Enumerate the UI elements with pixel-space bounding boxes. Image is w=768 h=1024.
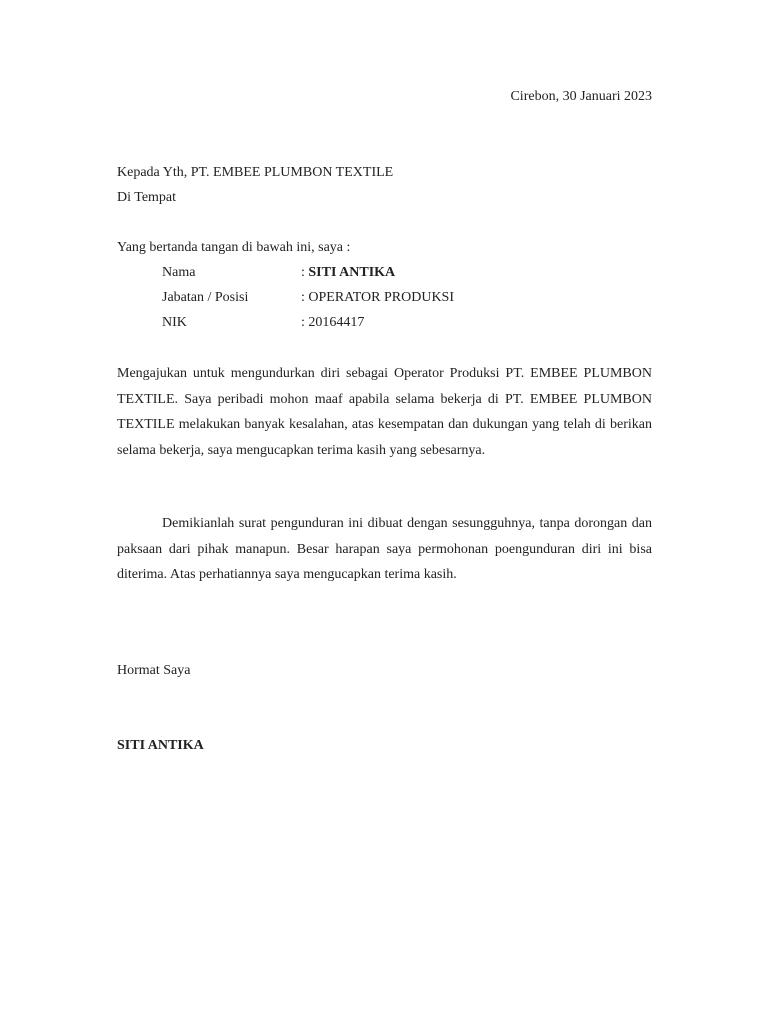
identity-name-value: SITI ANTIKA — [308, 265, 396, 280]
recipient-place: Di Tempat — [117, 190, 177, 205]
identity-separator: : — [301, 290, 309, 305]
place-date: Cirebon, 30 Januari 2023 — [510, 89, 652, 104]
identity-position-value: OPERATOR PRODUKSI — [308, 290, 454, 305]
identity-separator: : — [301, 315, 309, 330]
identity-row-nik — [162, 310, 562, 335]
recipient-line: Kepada Yth, PT. EMBEE PLUMBON TEXTILE — [117, 165, 394, 180]
identity-value — [301, 260, 395, 285]
identity-label: NIK — [162, 315, 187, 330]
intro-text — [117, 235, 652, 260]
identity-row-name — [162, 260, 562, 285]
identity-separator: : — [301, 265, 309, 280]
identity-label: Nama — [162, 265, 196, 280]
identity-value — [301, 310, 364, 335]
identity-row-position — [162, 285, 562, 310]
identity-value — [301, 285, 454, 310]
identity-label: Jabatan / Posisi — [162, 290, 249, 305]
closing-text — [117, 658, 652, 683]
closing-line: Hormat Saya — [117, 663, 191, 678]
signature-line: SITI ANTIKA — [117, 738, 204, 753]
body-paragraph-2: Demikianlah surat pengunduran ini dibuat dengan sesungguhnya, tanpa dorongan dan paksaan dari pihak manapun. Besar harapan saya permohonan poengunduran diri ini bisa diterima. Atas perhatiannya saya mengucapkan terima kasih. — [117, 516, 652, 582]
signature-name — [117, 733, 652, 758]
recipient-block — [117, 160, 652, 210]
identity-nik-value: 20164417 — [308, 315, 365, 330]
intro-line: Yang bertanda tangan di bawah ini, saya : — [117, 240, 351, 255]
identity-table — [162, 260, 562, 335]
body-paragraph-1: Mengajukan untuk mengundurkan diri sebagai Operator Produksi PT. EMBEE PLUMBON TEXTILE. Saya peribadi mohon maaf apabila selama bekerja di PT. EMBEE PLUMBON TEXTILE melakukan banyak kesalahan, atas kesempatan dan dukungan yang telah di berikan selama bekerja, saya mengucapkan terima kasih yang sebesarnya. — [117, 366, 652, 458]
